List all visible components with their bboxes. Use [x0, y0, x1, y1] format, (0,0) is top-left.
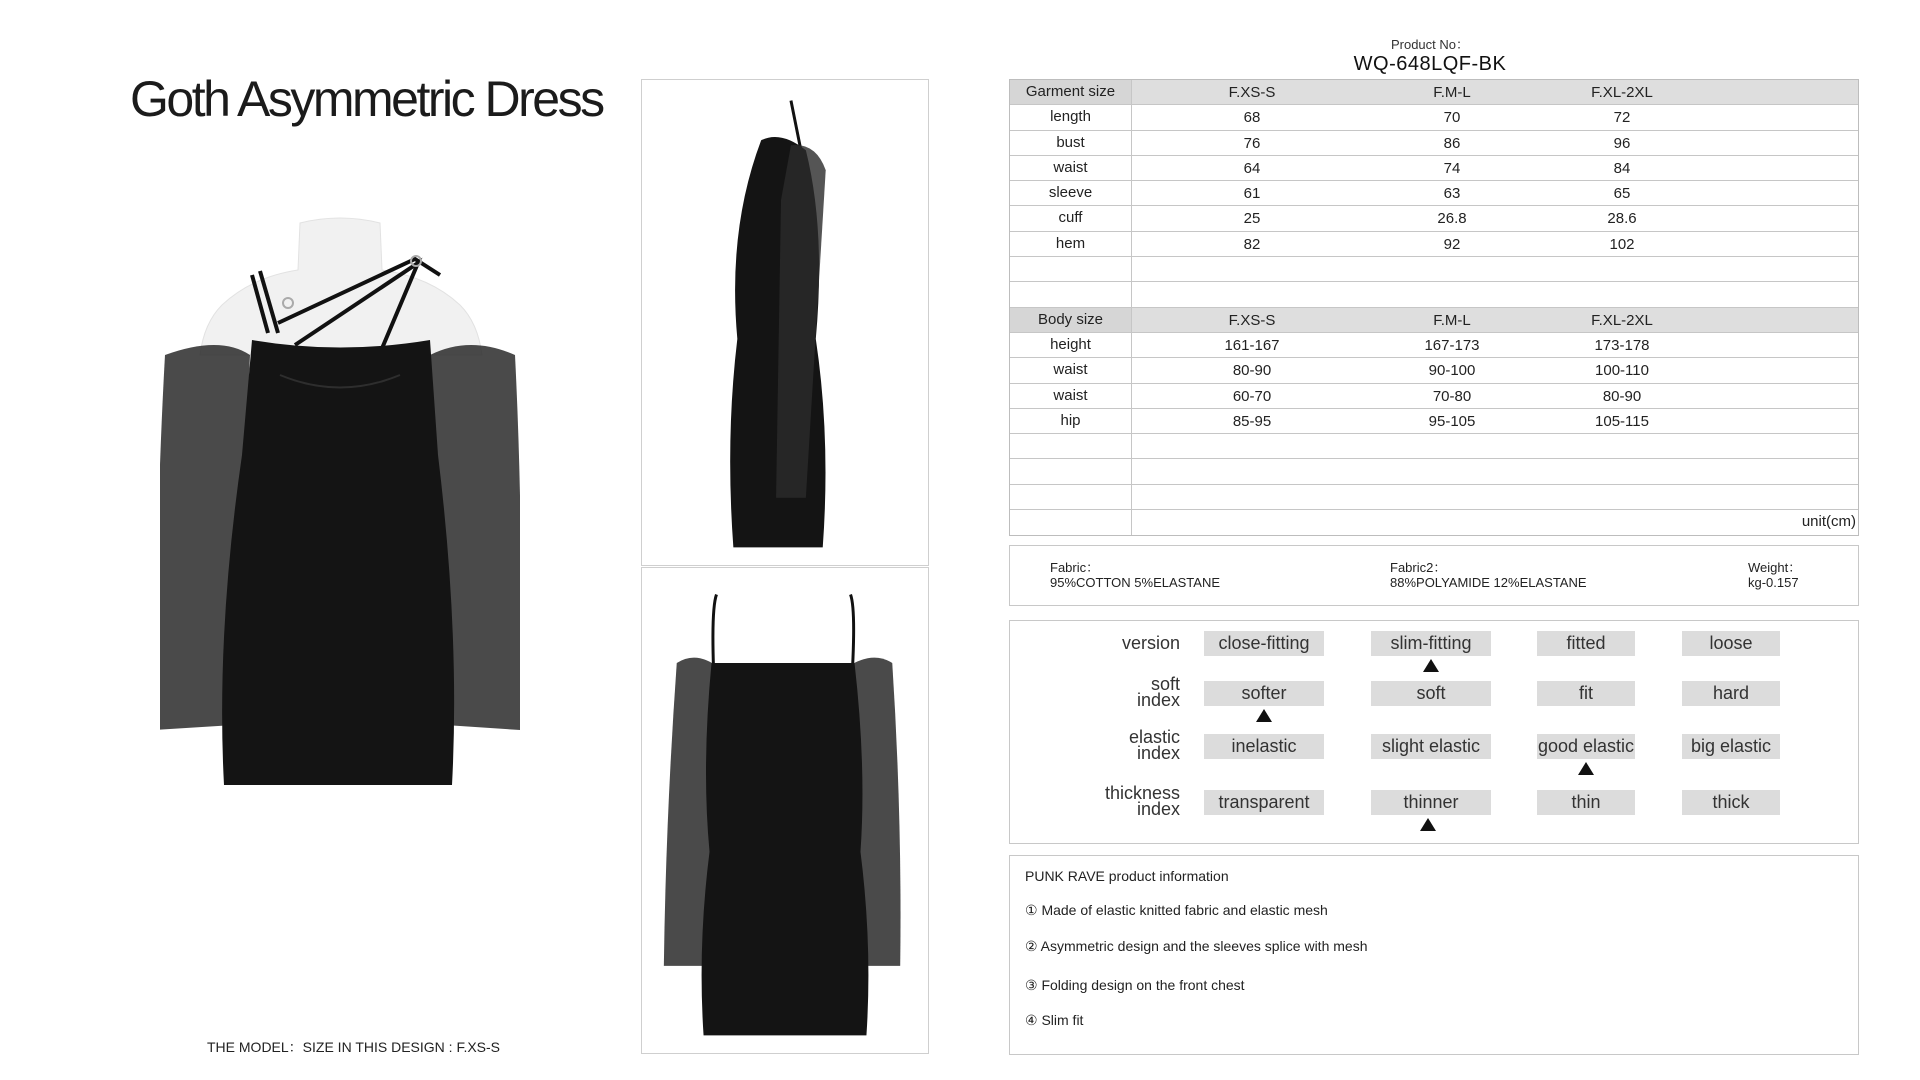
product-number-label: Product No：	[1390, 37, 1470, 52]
index-label-soft	[1080, 676, 1180, 708]
index-option: inelastic	[1204, 734, 1324, 759]
index-option: close-fitting	[1204, 631, 1324, 656]
dress-side-view	[641, 79, 929, 566]
fabric-1	[1050, 560, 1220, 590]
fabric-2-value: 88%POLYAMIDE 12%ELASTANE	[1390, 575, 1587, 590]
empty-row	[1010, 257, 1858, 282]
row-label: waist	[1010, 384, 1132, 408]
empty-row	[1010, 282, 1858, 307]
selected-marker-icon	[1256, 709, 1272, 722]
index-option: fitted	[1537, 631, 1635, 656]
index-option: thinner	[1371, 790, 1491, 815]
unit-row	[1010, 510, 1858, 535]
info-item: ③ Folding design on the front chest	[1025, 977, 1245, 993]
index-label-line: index	[1136, 690, 1180, 710]
table-row	[1010, 105, 1858, 130]
table-cell: 100-110	[1595, 362, 1649, 380]
weight-value: kg-0.157	[1748, 575, 1799, 590]
selected-marker-icon	[1578, 762, 1594, 775]
table-row	[1010, 333, 1858, 358]
index-option: hard	[1682, 681, 1780, 706]
info-heading: PUNK RAVE product information	[1025, 868, 1229, 884]
row-label: hem	[1010, 232, 1132, 256]
index-option: good elastic	[1537, 734, 1635, 759]
table-cell: 68	[1243, 109, 1261, 127]
body-size-header: Body size	[1010, 308, 1132, 332]
row-label: sleeve	[1010, 181, 1132, 205]
row-label: hip	[1010, 409, 1132, 433]
index-label-elastic	[1080, 729, 1180, 761]
product-title: Goth Asymmetric Dress	[130, 71, 603, 127]
table-row	[1010, 358, 1858, 383]
index-option: slight elastic	[1371, 734, 1491, 759]
table-cell: 80-90	[1602, 387, 1642, 405]
index-label-line: elastic	[1128, 727, 1180, 747]
row-label: waist	[1010, 156, 1132, 180]
product-information	[1009, 855, 1859, 1055]
index-option: fit	[1537, 681, 1635, 706]
index-option: thin	[1537, 790, 1635, 815]
table-cell: 74	[1443, 159, 1461, 177]
empty-row	[1010, 485, 1858, 510]
garment-size-header: Garment size	[1010, 80, 1132, 104]
index-option: soft	[1371, 681, 1491, 706]
info-item: ① Made of elastic knitted fabric and elastic mesh	[1025, 902, 1328, 918]
header-size-xs-s: F.XS-S	[1228, 84, 1276, 101]
header-size-m-l: F.M-L	[1433, 84, 1471, 101]
index-option: big elastic	[1682, 734, 1780, 759]
header-size-xl-2xl: F.XL-2XL	[1591, 311, 1653, 329]
table-cell: 70	[1443, 109, 1461, 127]
table-row	[1010, 384, 1858, 409]
row-label: height	[1010, 333, 1132, 357]
table-cell: 82	[1243, 235, 1261, 253]
table-cell: 63	[1443, 185, 1461, 203]
weight	[1748, 560, 1801, 590]
table-row	[1010, 181, 1858, 206]
table-row	[1010, 156, 1858, 181]
table-cell: 102	[1609, 235, 1635, 253]
size-chart	[1009, 79, 1859, 536]
empty-row	[1010, 434, 1858, 459]
table-cell: 90-100	[1428, 362, 1476, 380]
index-label-line: soft	[1150, 674, 1180, 694]
selected-marker-icon	[1423, 659, 1439, 672]
header-size-xs-s: F.XS-S	[1228, 311, 1276, 329]
index-label-version	[1080, 635, 1180, 651]
body-size-header-row	[1010, 308, 1858, 333]
table-cell: 86	[1443, 134, 1461, 152]
index-option: loose	[1682, 631, 1780, 656]
index-label-line: version	[1121, 633, 1180, 653]
table-cell: 95-105	[1428, 412, 1476, 430]
table-cell: 173-178	[1594, 336, 1650, 354]
table-cell: 167-173	[1424, 336, 1480, 354]
index-label-thickness	[1080, 785, 1180, 817]
table-cell: 26.8	[1437, 210, 1467, 228]
table-cell: 105-115	[1595, 412, 1649, 430]
table-cell: 61	[1243, 185, 1261, 203]
row-label: waist	[1010, 358, 1132, 382]
index-option: softer	[1204, 681, 1324, 706]
info-item: ② Asymmetric design and the sleeves splice with mesh	[1025, 938, 1368, 954]
empty-row	[1010, 459, 1858, 484]
fabric-2	[1390, 560, 1587, 590]
index-label-line: index	[1136, 799, 1180, 819]
table-cell: 70-80	[1432, 387, 1472, 405]
garment-size-header-row	[1010, 80, 1858, 105]
table-cell: 76	[1243, 134, 1261, 152]
table-cell: 28.6	[1607, 210, 1637, 228]
header-size-m-l: F.M-L	[1433, 311, 1471, 329]
index-label-line: index	[1136, 743, 1180, 763]
table-cell: 60-70	[1232, 387, 1272, 405]
table-cell: 84	[1613, 159, 1631, 177]
row-label: cuff	[1010, 206, 1132, 230]
table-cell: 65	[1613, 185, 1631, 203]
fit-index-panel	[1009, 620, 1859, 844]
row-label: length	[1010, 105, 1132, 129]
header-size-xl-2xl: F.XL-2XL	[1591, 84, 1653, 101]
index-option: transparent	[1204, 790, 1324, 815]
fabric-2-label: Fabric2：	[1390, 560, 1447, 575]
index-label-line: thickness	[1104, 783, 1180, 803]
fabric-info	[1009, 545, 1859, 606]
table-cell: 80-90	[1232, 362, 1272, 380]
table-row	[1010, 232, 1858, 257]
table-cell: 92	[1443, 235, 1461, 253]
table-cell: 85-95	[1232, 412, 1272, 430]
model-size-caption: THE MODEL：SIZE IN THIS DESIGN : F.XS-S	[207, 1039, 501, 1055]
dress-front-photo	[160, 215, 520, 945]
table-cell: 161-167	[1224, 336, 1280, 354]
row-label: bust	[1010, 131, 1132, 155]
table-row	[1010, 206, 1858, 231]
table-row	[1010, 409, 1858, 434]
table-cell: 72	[1613, 109, 1631, 127]
info-item: ④ Slim fit	[1025, 1012, 1084, 1028]
dress-back-view	[641, 567, 929, 1054]
table-row	[1010, 131, 1858, 156]
table-cell: 25	[1243, 210, 1261, 228]
product-number-value: WQ-648LQF-BK	[1353, 53, 1507, 75]
unit-label: unit(cm)	[1801, 513, 1856, 531]
table-cell: 64	[1243, 159, 1261, 177]
index-option: thick	[1682, 790, 1780, 815]
table-cell: 96	[1613, 134, 1631, 152]
product-number	[1300, 34, 1560, 76]
fabric-1-value: 95%COTTON 5%ELASTANE	[1050, 575, 1221, 590]
index-option: slim-fitting	[1371, 631, 1491, 656]
weight-label: Weight：	[1748, 560, 1802, 575]
fabric-1-label: Fabric：	[1050, 560, 1100, 575]
selected-marker-icon	[1420, 818, 1436, 831]
